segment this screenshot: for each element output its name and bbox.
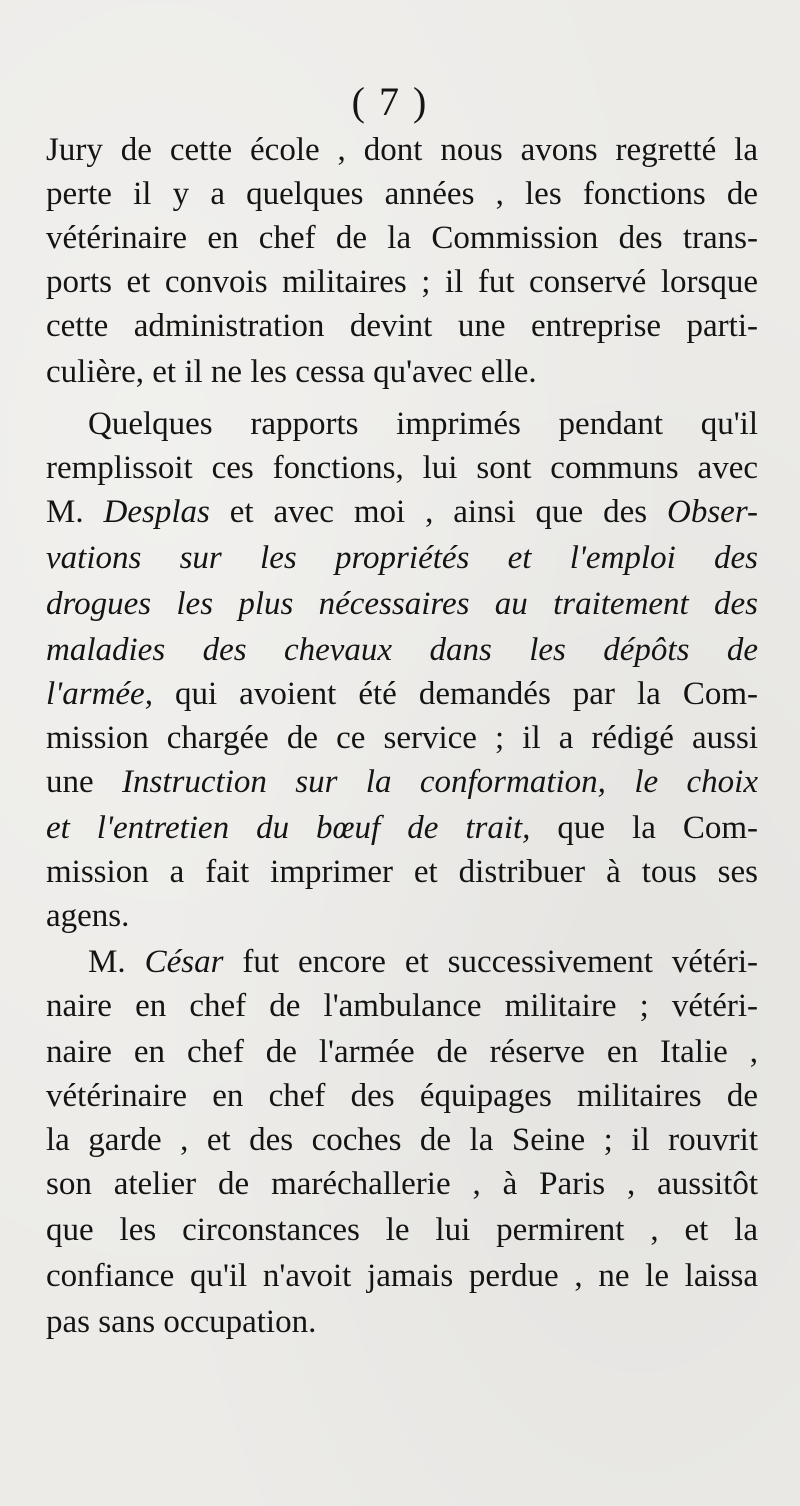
- text-line: pas sans occupation.: [46, 1304, 317, 1340]
- text-line: vétérinaire en chef de la Commission des trans-: [46, 220, 758, 256]
- text-line: son atelier de maréchallerie , à Paris , aussitôt: [46, 1166, 758, 1202]
- text-line: perte il y a quelques années , les fonctions de: [46, 176, 758, 212]
- text-line-italic: maladies des chevaux dans les dépôts de: [46, 632, 758, 668]
- author-name-italic: Desplas: [103, 494, 210, 530]
- text-line: naire en chef de l'armée de réserve en Italie ,: [46, 1034, 758, 1070]
- title-italic: Instruction sur la conformation, le choix: [122, 764, 758, 800]
- text-line: Quelques rapports imprimés pendant qu'il: [88, 406, 758, 442]
- text-line: que les circonstances le lui permirent , et la: [46, 1212, 758, 1248]
- text-span: qui avoient été demandés par la Com-: [152, 676, 758, 712]
- text-span: que la Com-: [530, 810, 758, 846]
- text-line-italic: drogues les plus nécessaires au traitement des: [46, 586, 758, 622]
- title-italic: Obser-: [667, 494, 758, 530]
- text-line: remplissoit ces fonctions, lui sont communs avec: [46, 450, 758, 486]
- text-span: M.: [88, 944, 145, 980]
- text-line: [46, 760, 758, 804]
- text-line: [46, 672, 758, 716]
- text-span: et avec moi , ainsi que des: [209, 494, 667, 530]
- text-line: [46, 806, 758, 850]
- text-line: vétérinaire en chef des équipages militaires de: [46, 1078, 758, 1114]
- text-line: cette administration devint une entreprise parti-: [46, 308, 758, 344]
- text-line: culière, et il ne les cessa qu'avec elle.: [46, 354, 537, 390]
- text-span: une: [46, 764, 123, 800]
- text-span: M.: [46, 494, 104, 530]
- text-line: [46, 490, 758, 534]
- text-line: la garde , et des coches de la Seine ; il rouvrit: [46, 1122, 758, 1158]
- title-italic: l'armée,: [46, 676, 153, 712]
- text-line: naire en chef de l'ambulance militaire ; vétéri-: [46, 988, 758, 1024]
- text-line: confiance qu'il n'avoit jamais perdue , ne le laissa: [46, 1258, 758, 1294]
- text-line-italic: vations sur les propriétés et l'emploi des: [46, 540, 758, 576]
- text-line: agens.: [46, 898, 130, 934]
- text-line: mission chargée de ce service ; il a rédigé aussi: [46, 720, 758, 756]
- title-italic: et l'entretien du bœuf de trait,: [46, 810, 531, 846]
- text-line: [88, 940, 758, 984]
- person-name-italic: César: [144, 944, 224, 980]
- page-number: ( 7 ): [351, 79, 429, 124]
- text-line: ports et convois militaires ; il fut conservé lorsque: [46, 264, 758, 300]
- text-line: Jury de cette école , dont nous avons regretté la: [46, 132, 758, 168]
- text-line: mission a fait imprimer et distribuer à tous ses: [46, 854, 758, 890]
- text-span: fut encore et successivement vétéri-: [223, 944, 759, 980]
